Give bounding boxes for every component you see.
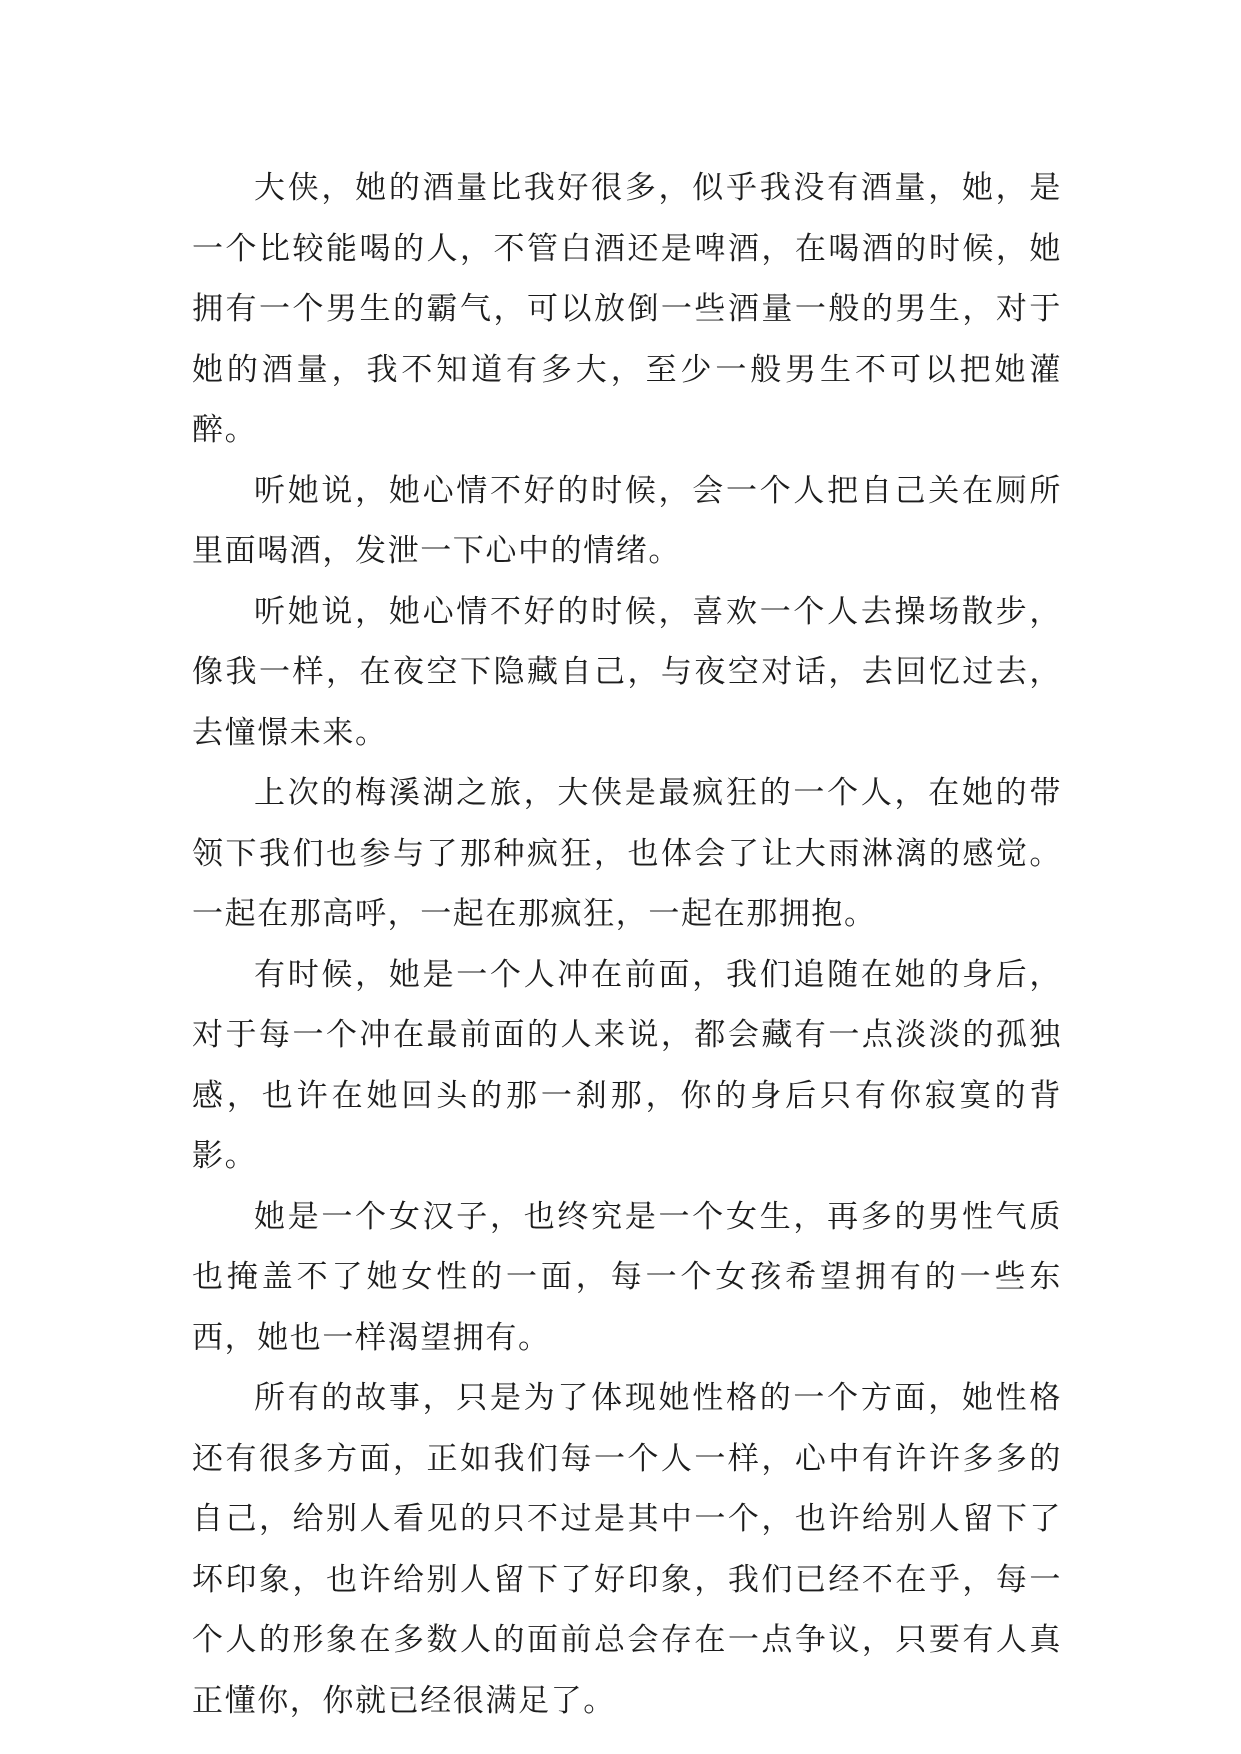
paragraph-3: 听她说，她心情不好的时候，喜欢一个人去操场散步，像我一样，在夜空下隐藏自己，与夜空对话，去回忆过去，去憧憬未来。 [192, 593, 1062, 751]
paragraph-1: 大侠，她的酒量比我好很多，似乎我没有酒量，她，是一个比较能喝的人，不管白酒还是啤酒，在喝酒的时候，她拥有一个男生的霸气，可以放倒一些酒量一般的男生，对于她的酒量，我不知道有多大，至少一般男生不可以把她灌醉。 [192, 170, 1062, 448]
document-body [192, 158, 1062, 1731]
paragraph-7: 所有的故事，只是为了体现她性格的一个方面，她性格还有很多方面，正如我们每一个人一样，心中有许许多多的自己，给别人看见的只不过是其中一个，也许给别人留下了坏印象，也许给别人留下了好印象，我们已经不在乎，每一个人的形象在多数人的面前总会存在一点争议，只要有人真正懂你，你就已经很满足了。 [192, 1380, 1062, 1719]
paragraph-6: 她是一个女汉子，也终究是一个女生，再多的男性气质也掩盖不了她女性的一面，每一个女孩希望拥有的一些东西，她也一样渴望拥有。 [192, 1198, 1062, 1356]
paragraph-5: 有时候，她是一个人冲在前面，我们追随在她的身后，对于每一个冲在最前面的人来说，都会藏有一点淡淡的孤独感，也许在她回头的那一刹那，你的身后只有你寂寞的背影。 [192, 956, 1062, 1174]
paragraph-2: 听她说，她心情不好的时候，会一个人把自己关在厕所里面喝酒，发泄一下心中的情绪。 [192, 472, 1062, 569]
paragraph-4: 上次的梅溪湖之旅，大侠是最疯狂的一个人，在她的带领下我们也参与了那种疯狂，也体会了让大雨淋漓的感觉。一起在那高呼，一起在那疯狂，一起在那拥抱。 [192, 775, 1062, 932]
